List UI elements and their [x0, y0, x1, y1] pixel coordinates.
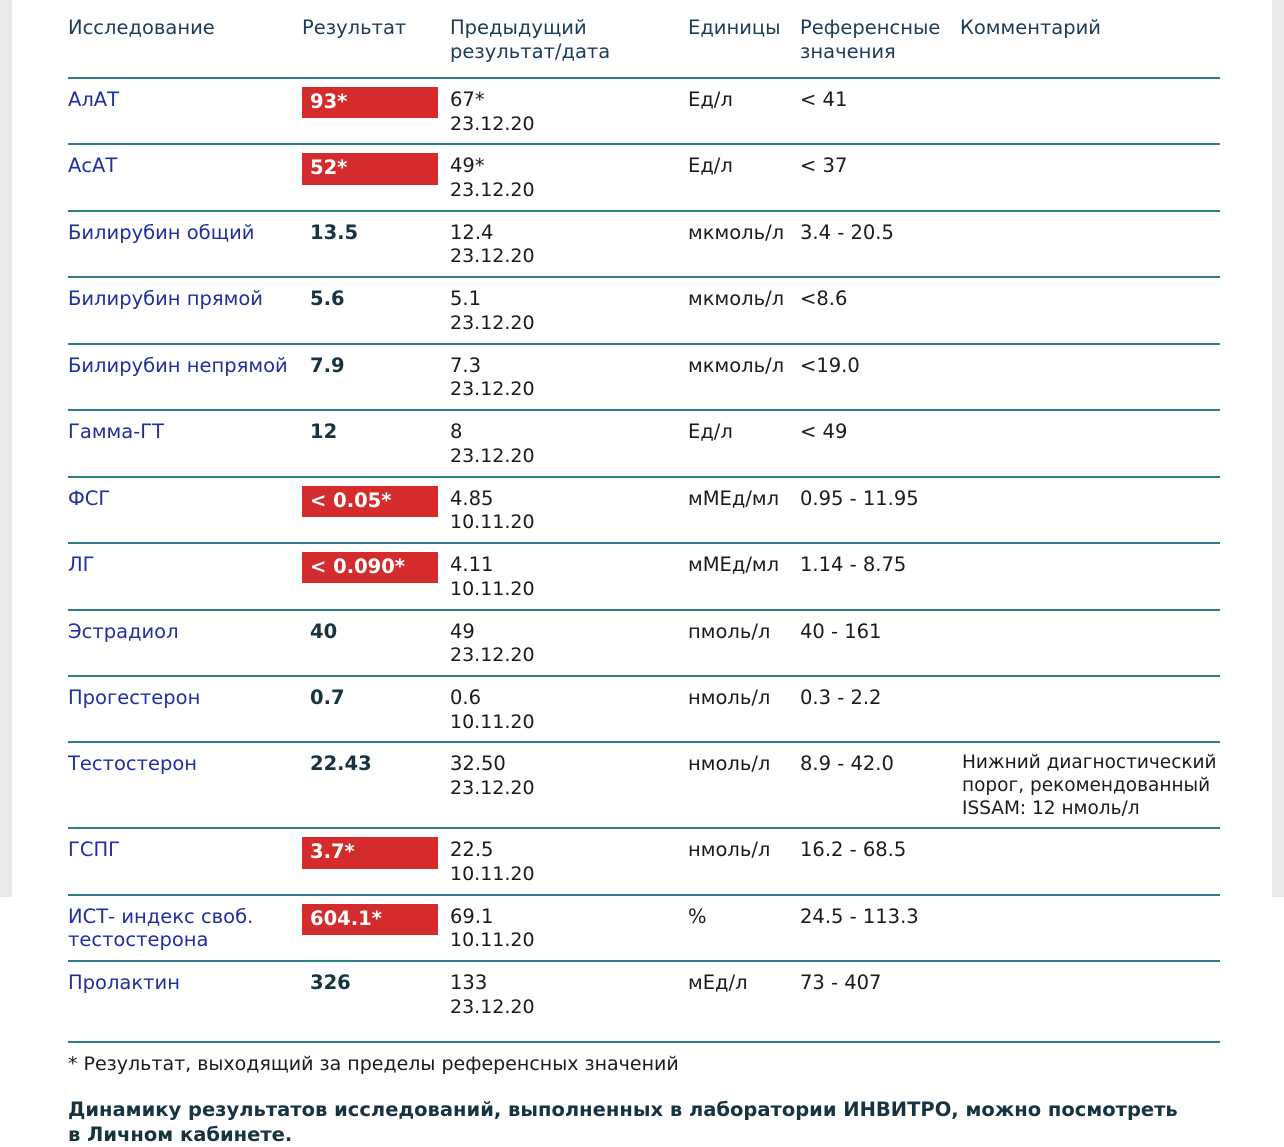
previous-result-date: 23.12.20	[450, 245, 535, 268]
table-row	[68, 961, 1220, 1026]
previous-result-value: 0.6	[450, 685, 482, 709]
analyte-name: Тестостерон	[68, 752, 198, 776]
column-header-name: Исследование	[68, 16, 215, 39]
units-value: нмоль/л	[688, 838, 771, 862]
previous-result-value: 4.85	[450, 486, 494, 510]
reference-range: 0.95 - 11.95	[800, 486, 919, 510]
analyte-name: Гамма-ГТ	[68, 420, 165, 444]
analyte-name: ЛГ	[68, 553, 95, 577]
result-value-cell	[300, 477, 448, 543]
table-row	[68, 895, 1220, 961]
lab-results-content	[68, 0, 1220, 1147]
comment-text	[960, 543, 1220, 609]
previous-result-value: 49	[450, 619, 475, 643]
previous-result-value: 4.11	[450, 553, 494, 577]
previous-result-date: 10.11.20	[450, 511, 535, 534]
units-value: мМЕд/мл	[688, 486, 780, 510]
units-value: Ед/л	[688, 154, 733, 178]
comment-text	[960, 344, 1220, 410]
reference-range: 3.4 - 20.5	[800, 220, 894, 244]
comment-text: Нижний диагностический порог, рекомендованный ISSAM: 12 нмоль/л	[962, 752, 1217, 819]
result-value-flagged: 52*	[302, 153, 438, 184]
reference-range: 16.2 - 68.5	[800, 838, 907, 862]
result-value-flagged: 3.7*	[302, 837, 438, 868]
previous-result-cell	[448, 742, 688, 828]
previous-result-date: 10.11.20	[450, 577, 535, 600]
analyte-name: Эстрадиол	[68, 619, 179, 643]
previous-result-value: 8	[450, 420, 463, 444]
result-value-flagged: 93*	[302, 87, 438, 118]
table-row	[68, 277, 1220, 343]
previous-result-date: 23.12.20	[450, 644, 535, 667]
table-body	[68, 78, 1220, 1027]
result-value-cell	[300, 676, 448, 742]
previous-result-date: 23.12.20	[450, 112, 535, 135]
result-value-cell	[300, 828, 448, 894]
comment-text	[960, 828, 1220, 894]
units-value: мкмоль/л	[688, 287, 785, 311]
reference-range: < 41	[800, 87, 848, 111]
previous-result-cell	[448, 961, 688, 1026]
reference-range: 24.5 - 113.3	[800, 904, 919, 928]
reference-range: 73 - 407	[800, 971, 882, 995]
units-value: пмоль/л	[688, 619, 771, 643]
units-value: мкмоль/л	[688, 220, 785, 244]
units-value: нмоль/л	[688, 752, 771, 776]
table-row	[68, 610, 1220, 676]
table-row	[68, 477, 1220, 543]
comment-text	[960, 144, 1220, 210]
previous-result-cell	[448, 144, 688, 210]
table-row	[68, 78, 1220, 144]
comment-text	[960, 277, 1220, 343]
column-header-reference: Референсные значения	[800, 16, 941, 64]
reference-range: 1.14 - 8.75	[800, 553, 907, 577]
table-header	[68, 0, 1220, 78]
result-value-cell	[300, 277, 448, 343]
footnote-out-of-range: * Результат, выходящий за пределы референсных значений	[68, 1041, 1220, 1075]
result-value-cell	[300, 78, 448, 144]
previous-result-value: 12.4	[450, 220, 494, 244]
result-value-cell	[300, 610, 448, 676]
previous-result-cell	[448, 543, 688, 609]
previous-result-cell	[448, 676, 688, 742]
units-value: нмоль/л	[688, 685, 771, 709]
table-row	[68, 543, 1220, 609]
column-header-units: Единицы	[688, 16, 781, 39]
previous-result-cell	[448, 828, 688, 894]
table-row	[68, 828, 1220, 894]
result-value-cell	[300, 742, 448, 828]
column-header-previous: Предыдущий результат/дата	[450, 16, 611, 64]
result-value: 13.5	[310, 220, 359, 244]
previous-result-date: 10.11.20	[450, 710, 535, 733]
table-row	[68, 742, 1220, 828]
comment-text	[960, 477, 1220, 543]
table-row	[68, 676, 1220, 742]
units-value: Ед/л	[688, 420, 733, 444]
reference-range: <8.6	[800, 287, 848, 311]
column-header-result: Результат	[302, 16, 407, 39]
analyte-name: Билирубин непрямой	[68, 353, 288, 377]
reference-range: <19.0	[800, 353, 860, 377]
previous-result-date: 23.12.20	[450, 378, 535, 401]
previous-result-cell	[448, 78, 688, 144]
result-value-cell	[300, 895, 448, 961]
units-value: мМЕд/мл	[688, 553, 780, 577]
result-value-cell	[300, 961, 448, 1026]
result-value-cell	[300, 410, 448, 476]
result-value: 40	[310, 619, 338, 643]
column-header-comment: Комментарий	[960, 16, 1101, 39]
result-value: 0.7	[310, 685, 345, 709]
table-row	[68, 211, 1220, 277]
table-row	[68, 410, 1220, 476]
previous-result-value: 32.50	[450, 752, 506, 776]
reference-range: < 37	[800, 154, 848, 178]
previous-result-cell	[448, 344, 688, 410]
previous-result-cell	[448, 610, 688, 676]
result-value-flagged: 604.1*	[302, 904, 438, 935]
result-value-cell	[300, 344, 448, 410]
comment-text	[960, 410, 1220, 476]
table-header-row	[68, 0, 1220, 78]
previous-result-value: 49*	[450, 154, 485, 178]
comment-text	[960, 676, 1220, 742]
analyte-name: АсАТ	[68, 154, 118, 178]
analyte-name: ФСГ	[68, 486, 111, 510]
previous-result-cell	[448, 277, 688, 343]
previous-result-date: 10.11.20	[450, 929, 535, 952]
reference-range: 8.9 - 42.0	[800, 752, 894, 776]
reference-range: 0.3 - 2.2	[800, 685, 882, 709]
previous-result-value: 22.5	[450, 838, 494, 862]
previous-result-cell	[448, 895, 688, 961]
analyte-name: Билирубин прямой	[68, 287, 263, 311]
result-value-flagged: < 0.05*	[302, 486, 438, 517]
previous-result-cell	[448, 410, 688, 476]
previous-result-date: 23.12.20	[450, 995, 535, 1018]
previous-result-value: 69.1	[450, 904, 494, 928]
result-value: 22.43	[310, 752, 372, 776]
analyte-name: Прогестерон	[68, 685, 201, 709]
result-value-cell	[300, 144, 448, 210]
comment-text	[960, 961, 1220, 1026]
page-left-margin	[0, 0, 12, 897]
previous-result-date: 23.12.20	[450, 311, 535, 334]
result-value: 7.9	[310, 353, 345, 377]
reference-range: 40 - 161	[800, 619, 882, 643]
analyte-name: ИСТ- индекс своб. тестостерона	[68, 904, 254, 952]
comment-text	[960, 610, 1220, 676]
result-value: 12	[310, 420, 338, 444]
result-value: 326	[310, 971, 351, 995]
result-value-cell	[300, 211, 448, 277]
comment-text	[960, 211, 1220, 277]
table-row	[68, 144, 1220, 210]
comment-text	[960, 78, 1220, 144]
units-value: мЕд/л	[688, 971, 748, 995]
previous-result-value: 5.1	[450, 287, 482, 311]
result-value-flagged: < 0.090*	[302, 552, 438, 583]
reference-range: < 49	[800, 420, 848, 444]
analyte-name: АлАТ	[68, 87, 120, 111]
previous-result-date: 23.12.20	[450, 777, 535, 800]
lab-results-table	[68, 0, 1220, 1027]
previous-result-date: 23.12.20	[450, 444, 535, 467]
result-value-cell	[300, 543, 448, 609]
units-value: %	[688, 904, 707, 928]
analyte-name: Билирубин общий	[68, 220, 255, 244]
previous-result-date: 10.11.20	[450, 862, 535, 885]
table-row	[68, 344, 1220, 410]
comment-text	[960, 895, 1220, 961]
analyte-name: ГСПГ	[68, 838, 121, 862]
page-right-margin	[1272, 0, 1284, 897]
previous-result-cell	[448, 211, 688, 277]
units-value: мкмоль/л	[688, 353, 785, 377]
units-value: Ед/л	[688, 87, 733, 111]
previous-result-cell	[448, 477, 688, 543]
previous-result-value: 133	[450, 971, 488, 995]
previous-result-value: 67*	[450, 87, 485, 111]
previous-result-date: 23.12.20	[450, 179, 535, 201]
analyte-name: Пролактин	[68, 971, 180, 995]
personal-cabinet-note: Динамику результатов исследований, выполненных в лаборатории ИНВИТРО, можно посмотреть в Личном кабинете.	[68, 1097, 1178, 1146]
previous-result-value: 7.3	[450, 353, 482, 377]
result-value: 5.6	[310, 287, 345, 311]
